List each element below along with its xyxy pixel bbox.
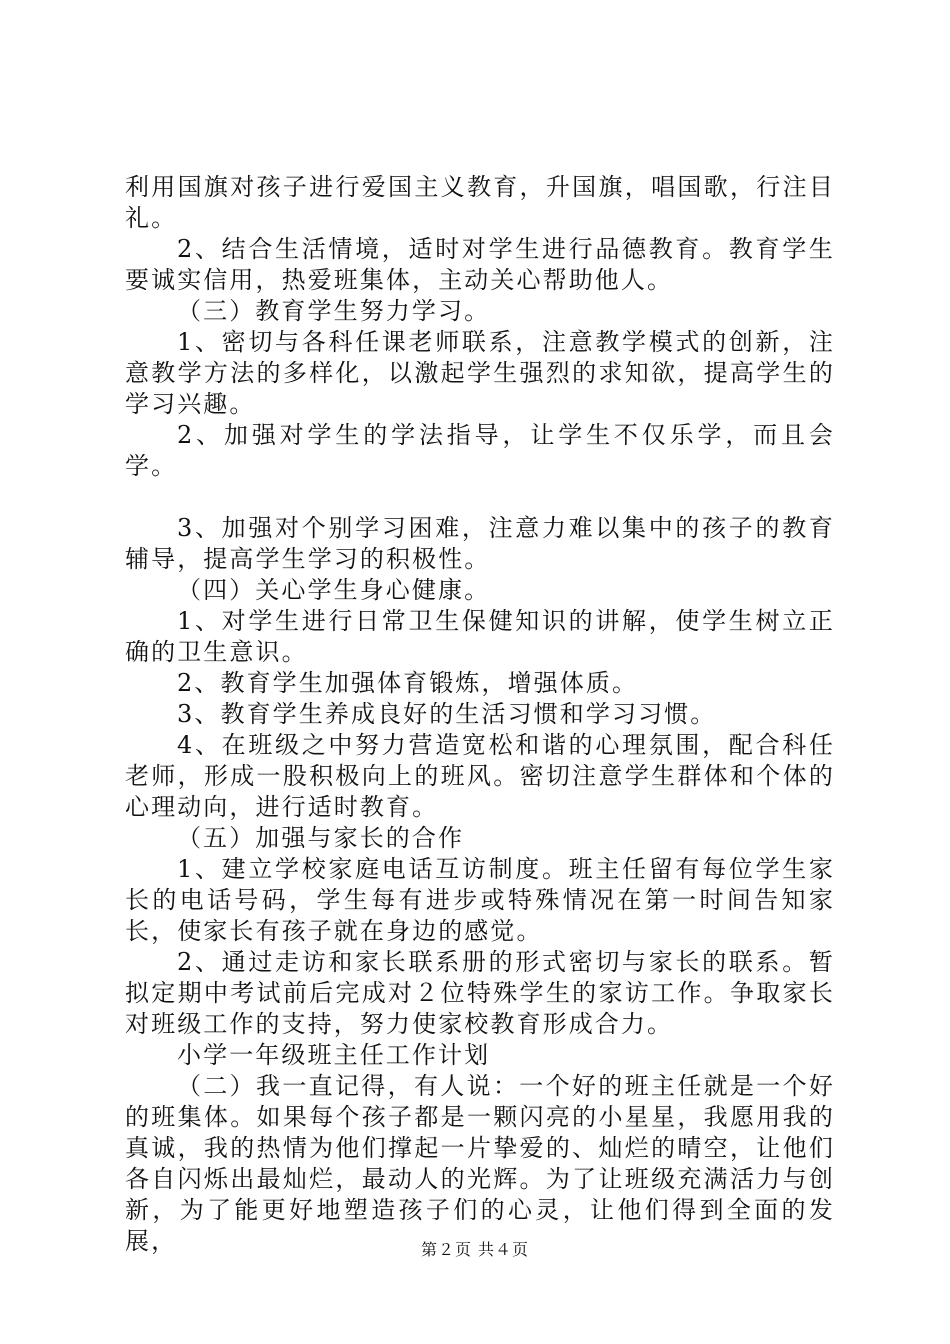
body-paragraph: 2、教育学生加强体育锻炼，增强体质。	[177, 669, 639, 697]
body-paragraph: （五）加强与家长的合作	[177, 824, 465, 852]
body-paragraph: （二）我一直记得，有人说：一个好的班主任就是一个好的班集体。如果每个孩子都是一颗闪亮的小星星，我愿用我的真诚，我的热情为他们撑起一片挚爱的、灿烂的晴空，让他们各自闪烁出最灿烂，最动人的光辉。为了让班级充满活力与创新，为了能更好地塑造孩子们的心灵，让他们得到全面的发展，	[125, 1072, 835, 1255]
body-paragraph: 利用国旗对孩子进行爱国主义教育，升国旗，唱国歌，行注目礼。	[125, 173, 835, 232]
body-paragraph: （四）关心学生身心健康。	[177, 576, 491, 604]
body-paragraph: 小学一年级班主任工作计划	[177, 1041, 491, 1069]
body-paragraph: 2、结合生活情境，适时对学生进行品德教育。教育学生要诚实信用，热爱班集体，主动关心帮助他人。	[125, 235, 835, 294]
document-body	[125, 172, 835, 1257]
body-paragraph: 2、加强对学生的学法指导，让学生不仅乐学，而且会学。	[125, 421, 835, 480]
page-footer: 第２页 共４页	[420, 1240, 530, 1259]
body-paragraph: 1、密切与各科任课老师联系，注意教学模式的创新，注意教学方法的多样化，以激起学生强烈的求知欲，提高学生的学习兴趣。	[125, 328, 835, 418]
body-paragraph: 3、加强对个别学习困难，注意力难以集中的孩子的教育辅导，提高学生学习的积极性。	[125, 514, 835, 573]
body-paragraph: 4、在班级之中努力营造宽松和谐的心理氛围，配合科任老师，形成一股积极向上的班风。密切注意学生群体和个体的心理动向，进行适时教育。	[125, 731, 835, 821]
body-paragraph: 1、建立学校家庭电话互访制度。班主任留有每位学生家长的电话号码，学生每有进步或特殊情况在第一时间告知家长，使家长有孩子就在身边的感觉。	[125, 855, 835, 945]
body-paragraph: 3、教育学生养成良好的生活习惯和学习习惯。	[177, 700, 717, 728]
body-paragraph: （三）教育学生努力学习。	[177, 297, 491, 325]
body-paragraph: 2、通过走访和家长联系册的形式密切与家长的联系。暂拟定期中考试前后完成对２位特殊学生的家访工作。争取家长对班级工作的支持，努力使家校教育形成合力。	[125, 948, 835, 1038]
body-paragraph: 1、对学生进行日常卫生保健知识的讲解，使学生树立正确的卫生意识。	[125, 607, 835, 666]
